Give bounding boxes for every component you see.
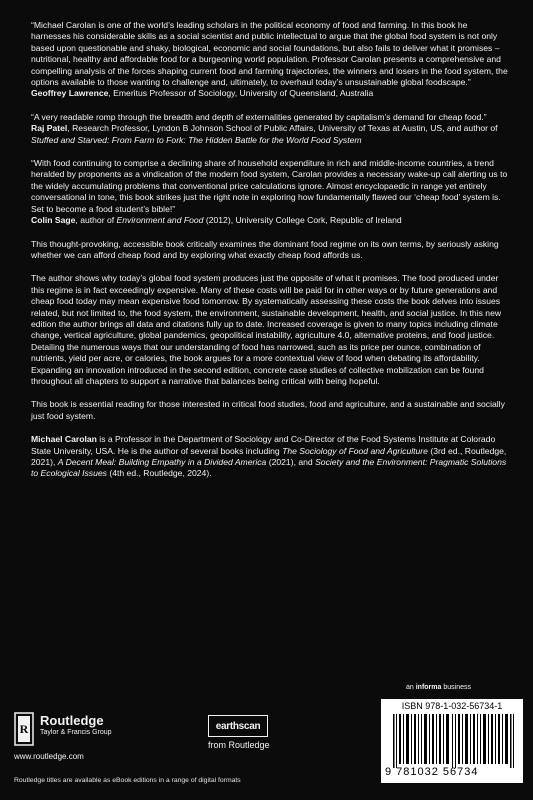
publisher-wordmark [40, 714, 112, 737]
review-patel [31, 112, 509, 146]
imprint-subtitle: from Routledge [208, 740, 270, 750]
author-name: Michael Carolan [31, 434, 97, 445]
isbn-barcode [381, 699, 523, 783]
blurb-paragraph: The author shows why today’s global food system produces just the opposite of what it promises. The food produced under this regime is in fact exceedingly expensive. Many of these costs will be paid for in other ways or by future generations and cheap food today may mean expensive food tomorrow. By systematically assessing these costs the book delves into issues related, but not limited to, the food system, the environment, sustainable development, health, and social justice. In this new edition the author brings all data and citations fully up to date. Increased coverage is given to many topics including climate change, vertical agriculture, global pandemics, geopolitical instability, agriculture 4.0, alternative proteins, and food justice. Detailing the numerous ways that our understanding of food has narrowed, such as its price per ounce, combination of nutrients, yield per acre, or calories, the book argues for a more contextual view of food when debating its affordability. Expanding an innovation introduced in the second edition, concrete case studies of collective mobilization can be found throughout all chapters to support a narrative that balances being critical with being hopeful. [31, 273, 502, 386]
barcode-icon [393, 714, 515, 768]
back-cover-text [31, 20, 509, 480]
reviewer-book-title: Stuffed and Starved: From Farm to Fork: The Hidden Battle for the World Food System [31, 134, 362, 145]
publisher-url[interactable]: www.routledge.com [14, 752, 84, 761]
isbn-number: ISBN 978-1-032-56734-1 [401, 701, 503, 711]
earthscan-logo [208, 715, 278, 750]
bio-book-title: A Decent Meal: Building Empathy in a Divided America [57, 457, 267, 467]
publisher-name: Routledge [40, 713, 104, 728]
reviewer-name: Raj Patel [31, 123, 68, 134]
review-lawrence [31, 20, 509, 100]
bio-text: is a Professor in the Department of Sociology and Co-Director of the Food Systems Institute at Colorado State University, USA. He is the author of several books including [31, 434, 496, 456]
blurb-paragraph: This book is essential reading for those interested in critical food studies, food and agriculture, and a sustainable and socially just food system. [31, 399, 505, 421]
reviewer-affiliation-tail: (2012), University College Cork, Republic of Ireland [203, 215, 402, 226]
review-sage [31, 158, 509, 226]
informa-brand: informa [415, 684, 442, 691]
reviewer-affiliation: , Emeritus Professor of Sociology, University of Queensland, Australia [108, 88, 374, 99]
review-quote: “With food continuing to comprise a declining share of household expenditure in rich and middle-income countries, a trend heralded by proponents as a vindication of the modern food system, Carolan provides a necessary wake-up call alerting us to the widely accumulating problems that conventional price calculations ignore. Almost encyclopaedic in range yet entirely conversational in tone, this book strikes just the right note in exploring how fundamentally flawed our ‘cheap food’ system is. Set to become a food student’s bible!” [31, 158, 508, 214]
svg-text:R: R [19, 722, 29, 736]
barcode-digits: 9 781032 56734 [385, 766, 479, 778]
routledge-logo-icon [14, 712, 34, 746]
bio-book-title: The Sociology of Food and Agriculture [282, 445, 428, 456]
earthscan-wordmark: earthscan [208, 715, 268, 737]
blurb-paragraph: This thought-provoking, accessible book critically examines the dominant food regime on its own terms, by seriously asking whether we can afford cheap food and by exploring what exactly cheap food affords us. [31, 238, 499, 260]
informa-prefix: an [406, 684, 416, 691]
reviewer-name: Geoffrey Lawrence [31, 88, 109, 99]
reviewer-affiliation: , author of [75, 215, 117, 226]
bio-text: (3rd ed., Routledge, 2021), [31, 445, 507, 467]
reviewer-name: Colin Sage [31, 215, 76, 226]
ebook-notice: Routledge titles are available as eBook editions in a range of digital formats [14, 777, 241, 784]
bio-text: (2021), and [266, 457, 316, 467]
informa-suffix: business [441, 684, 471, 691]
publisher-group: Taylor & Francis Group [40, 729, 112, 736]
reviewer-book-title: Environment and Food [116, 215, 204, 226]
informa-tagline [406, 684, 471, 691]
cover-footer [0, 682, 533, 800]
review-quote: “Michael Carolan is one of the world’s leading scholars in the political economy of food and farming. In this book he harnesses his considerable skills as a social scientist and public intellectual to argue that the global food system is not only based upon questionable and shaky, biological, economic and social foundations, but also fails to deliver what it promises – nutritional, healthy and affordable food for a burgeoning world population. Professor Carolan presents a comprehensive and compelling analysis of the forces shaping current food and farming trajectories, the winners and losers in the food system, the options available to those wanting to challenge and, ultimately, to overhaul today’s unsustainable global foodscape.” [31, 20, 508, 88]
reviewer-affiliation: , Research Professor, Lyndon B Johnson School of Public Affairs, University of Texas at Austin, US, and author of [67, 123, 498, 134]
review-quote: “A very readable romp through the breadth and depth of externalities generated by capitalism’s demand for cheap food.” [31, 111, 487, 122]
bio-book-title: Society and the Environment: Pragmatic Solutions to Ecological Issues [31, 457, 507, 479]
author-bio [31, 434, 509, 480]
bio-text: (4th ed., Routledge, 2024). [106, 468, 212, 479]
